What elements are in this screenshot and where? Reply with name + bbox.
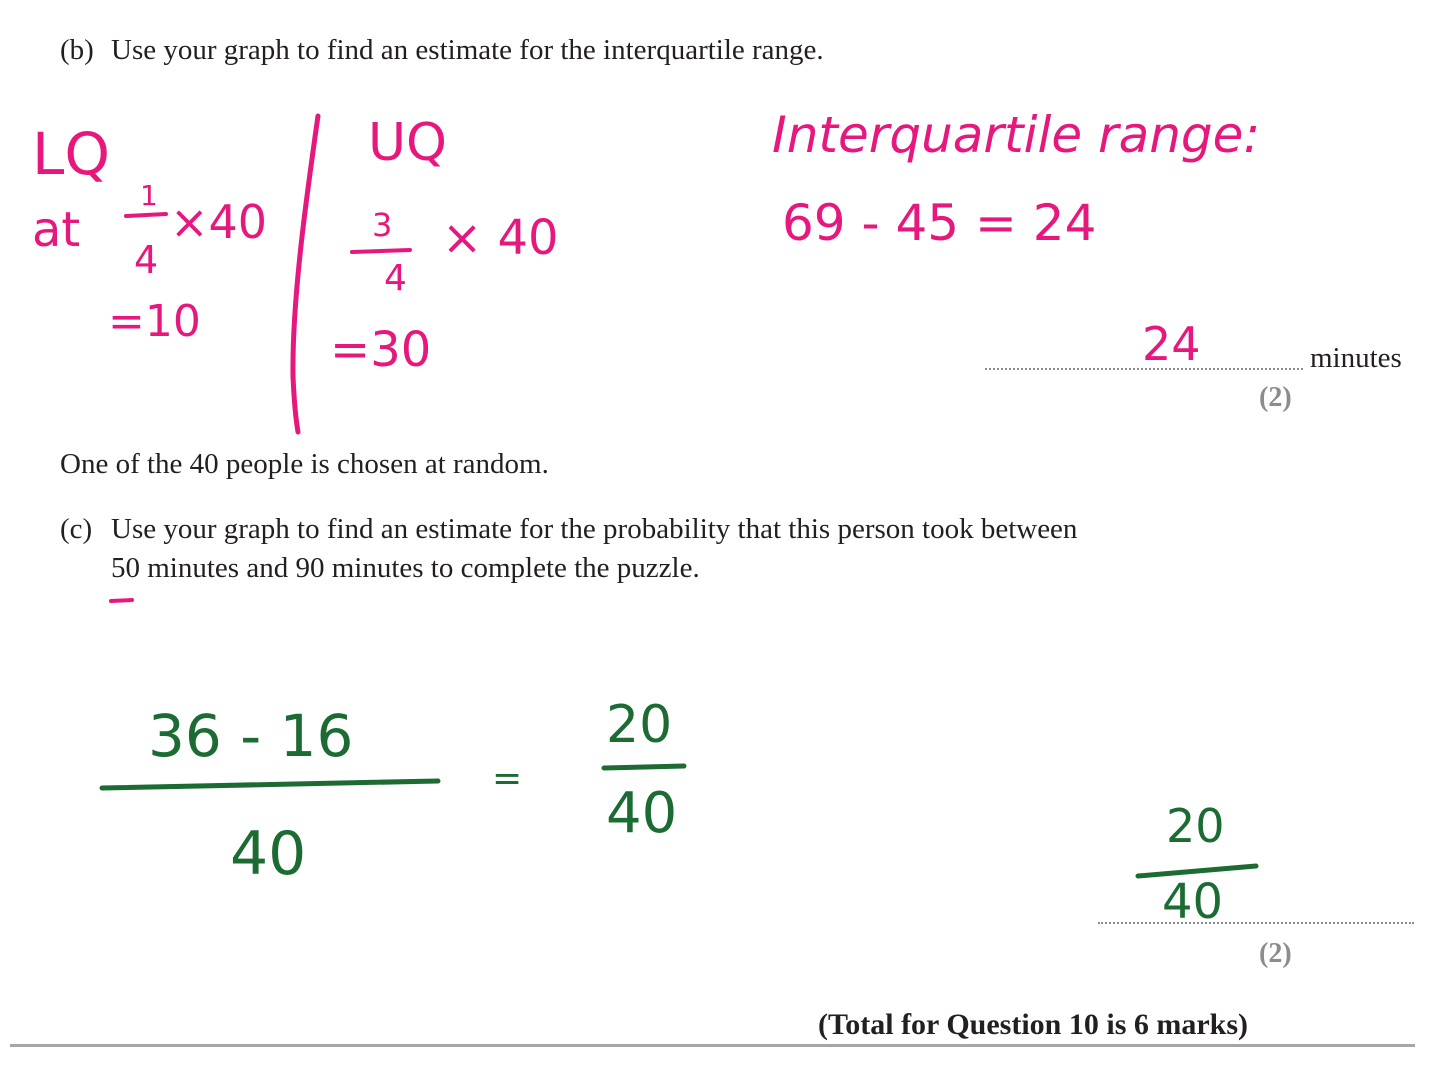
question-total: (Total for Question 10 is 6 marks) <box>818 1008 1249 1041</box>
part-c-marks: (2) <box>1259 938 1292 969</box>
uq-fraction-denominator: 4 <box>384 258 407 299</box>
equals-sign: = <box>492 758 523 799</box>
lq-fraction-bar <box>126 214 166 216</box>
uq-fraction-numerator: 3 <box>372 206 393 244</box>
uq-multiply: × 40 <box>442 210 559 266</box>
probability-working <box>102 695 1256 930</box>
answer-numerator: 20 <box>1166 799 1225 853</box>
upper-quartile-working <box>330 113 559 378</box>
divider-stroke <box>293 116 318 432</box>
iqr-heading: Interquartile range: <box>772 106 1261 164</box>
lower-quartile-working <box>32 120 267 347</box>
part-b-answer-unit: minutes <box>1310 342 1402 374</box>
stray-pink-mark <box>111 600 132 601</box>
iqr-working <box>772 106 1260 371</box>
lq-result: =10 <box>108 296 201 347</box>
fraction-denominator: 40 <box>230 819 307 889</box>
simplified-denominator: 40 <box>606 781 678 846</box>
uq-result: =30 <box>330 322 432 378</box>
uq-fraction-bar <box>352 250 410 252</box>
part-b-answer: 24 <box>1142 317 1201 371</box>
fraction-bar <box>102 781 438 788</box>
part-b-question: Use your graph to find an estimate for the interquartile range. <box>111 34 824 66</box>
part-c-question-line2: 50 minutes and 90 minutes to complete the puzzle. <box>111 552 700 584</box>
fraction-numerator: 36 - 16 <box>148 702 354 770</box>
lq-at: at <box>32 202 81 258</box>
context-sentence: One of the 40 people is chosen at random. <box>60 448 549 480</box>
simplified-fraction-bar <box>604 766 684 768</box>
lq-fraction-denominator: 4 <box>134 238 159 282</box>
part-c-question-line1: Use your graph to find an estimate for the probability that this person took between <box>111 513 1078 545</box>
lq-heading: LQ <box>32 120 110 188</box>
part-b-marks: (2) <box>1259 382 1292 413</box>
lq-fraction-numerator: 1 <box>140 179 158 212</box>
lq-multiply: ×40 <box>170 195 268 249</box>
uq-heading: UQ <box>368 113 447 173</box>
part-c-label: (c) <box>60 513 93 545</box>
answer-denominator: 40 <box>1162 874 1224 930</box>
part-b-label: (b) <box>60 34 94 66</box>
iqr-calculation: 69 - 45 = 24 <box>782 194 1097 252</box>
simplified-numerator: 20 <box>606 695 673 755</box>
